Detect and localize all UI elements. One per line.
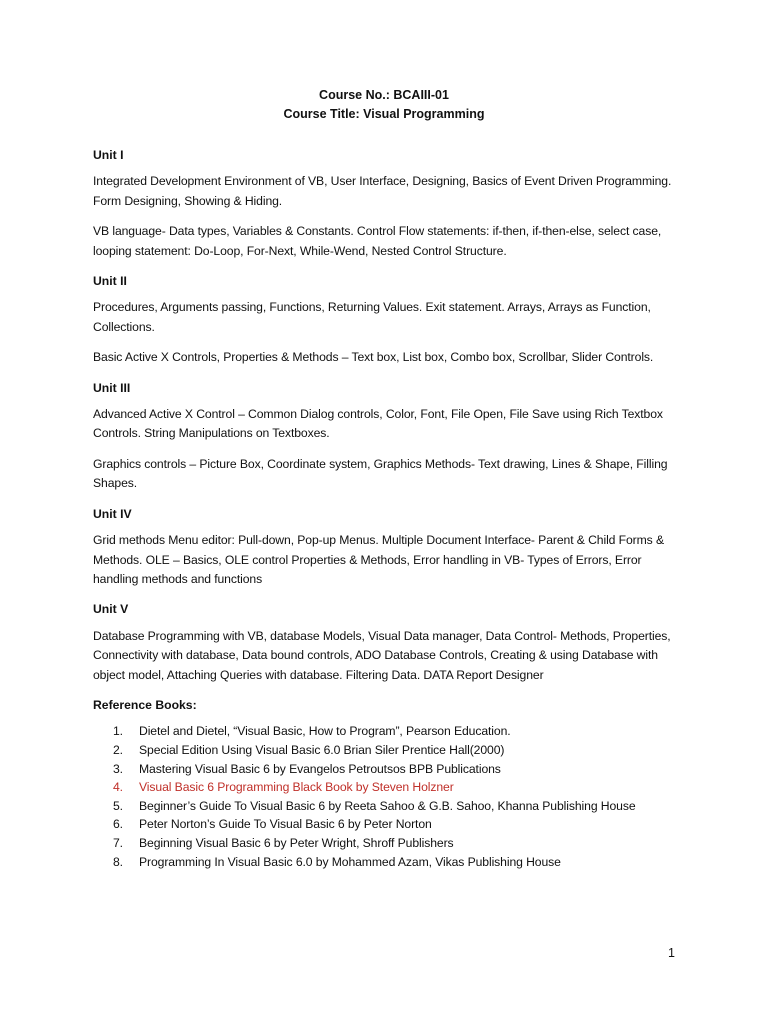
unit-2-section (93, 272, 683, 368)
syllabus-content (93, 146, 683, 871)
unit-paragraph: Procedures, Arguments passing, Functions, Returning Values. Exit statement. Arrays, Arrays as Function, Collections. (93, 300, 651, 334)
reference-item-highlighted (93, 778, 683, 797)
reference-books-section (93, 696, 683, 871)
unit-4-section (93, 505, 683, 590)
unit-paragraph: Integrated Development Environment of VB, User Interface, Designing, Basics of Event Driven Programming. Form Designing, Showing & Hiding. (93, 174, 672, 208)
reference-text: Dietel and Dietel, “Visual Basic, How to Program”, Pearson Education. (139, 724, 511, 739)
course-header (0, 86, 768, 124)
reference-item (93, 797, 683, 816)
reference-number: 2. (113, 742, 123, 757)
reference-number: 6. (113, 817, 123, 832)
reference-number: 1. (113, 724, 123, 739)
unit-paragraph: Basic Active X Controls, Properties & Methods – Text box, List box, Combo box, Scrollbar, Slider Controls. (93, 350, 654, 365)
reference-text: Visual Basic 6 Programming Black Book by Steven Holzner (139, 780, 454, 795)
reference-item (93, 853, 683, 872)
unit-paragraph: Database Programming with VB, database Models, Visual Data manager, Data Control- Methods, Properties, Connectivity with database, Data bound controls, ADO Database Controls, Creating & using Database with object model, Attaching Queries with database. Filtering Data. DATA Report Designer (93, 628, 671, 682)
reference-item (93, 834, 683, 853)
reference-text: Special Edition Using Visual Basic 6.0 Brian Siler Prentice Hall(2000) (139, 742, 505, 757)
reference-books-heading: Reference Books: (93, 697, 197, 712)
unit-paragraph: VB language- Data types, Variables & Constants. Control Flow statements: if-then, if-then-else, select case, looping statement: Do-Loop, For-Next, While-Wend, Nested Control Structure. (93, 224, 662, 258)
unit-1-section (93, 146, 683, 261)
unit-5-section (93, 600, 683, 685)
unit-heading: Unit I (93, 148, 124, 162)
course-title: Course Title: Visual Programming (283, 107, 485, 121)
reference-number: 5. (113, 798, 123, 813)
reference-text: Mastering Visual Basic 6 by Evangelos Petroutsos BPB Publications (139, 761, 501, 776)
unit-heading: Unit III (93, 380, 131, 395)
unit-paragraph: Graphics controls – Picture Box, Coordinate system, Graphics Methods- Text drawing, Lines & Shape, Filling Shapes. (93, 456, 668, 491)
course-number: Course No.: BCAIII-01 (319, 88, 449, 102)
reference-books-list (93, 722, 683, 871)
unit-heading: Unit V (93, 602, 129, 617)
reference-item (93, 722, 683, 741)
reference-text: Programming In Visual Basic 6.0 by Mohammed Azam, Vikas Publishing House (139, 854, 561, 869)
reference-item (93, 741, 683, 760)
reference-number: 7. (113, 835, 123, 850)
reference-number: 3. (113, 761, 123, 776)
reference-number: 4. (113, 780, 123, 795)
reference-item (93, 815, 683, 834)
unit-heading: Unit II (93, 274, 127, 289)
reference-number: 8. (113, 854, 123, 869)
reference-text: Beginner’s Guide To Visual Basic 6 by Reeta Sahoo & G.B. Sahoo, Khanna Publishing House (139, 798, 636, 813)
page-number: 1 (668, 946, 675, 960)
unit-3-section (93, 379, 683, 494)
reference-text: Peter Norton’s Guide To Visual Basic 6 by Peter Norton (139, 817, 432, 832)
unit-heading: Unit IV (93, 506, 132, 521)
reference-text: Beginning Visual Basic 6 by Peter Wright, Shroff Publishers (139, 835, 454, 850)
reference-item (93, 760, 683, 779)
unit-paragraph: Advanced Active X Control – Common Dialog controls, Color, Font, File Open, File Save using Rich Textbox Controls. String Manipulations on Textboxes. (93, 407, 663, 441)
unit-paragraph: Grid methods Menu editor: Pull-down, Pop-up Menus. Multiple Document Interface- Parent & Child Forms & Methods. OLE – Basics, OLE control Properties & Methods, Error handling in VB- Types of Errors, Error handling methods and functions (93, 533, 664, 586)
